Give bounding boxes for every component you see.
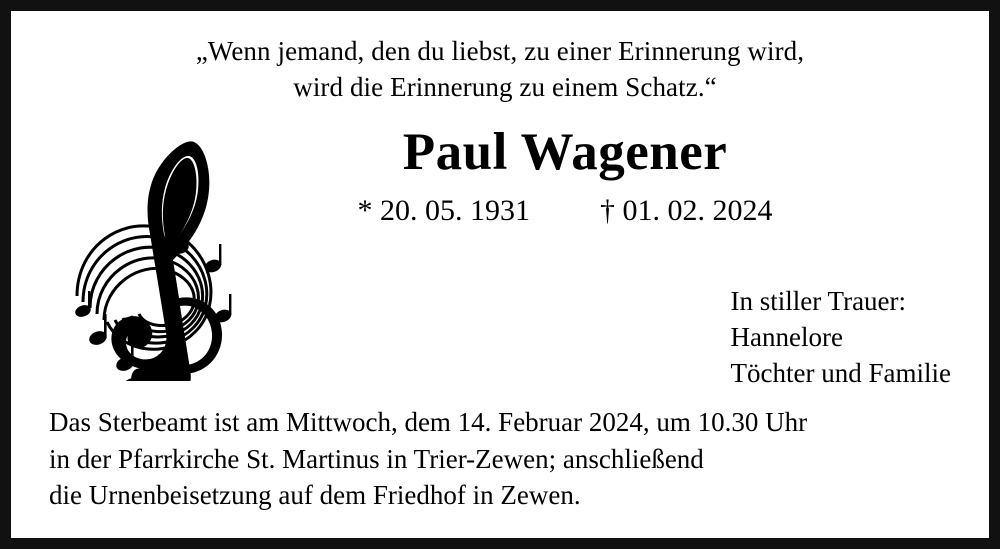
mourner-1: Hannelore: [730, 322, 843, 353]
birth-date: * 20. 05. 1931: [357, 193, 530, 227]
quote-block: [11, 11, 989, 106]
mourner-2: Töchter und Familie: [730, 358, 951, 389]
treble-clef-icon: [63, 106, 248, 381]
mourners-intro: In stiller Trauer:: [730, 286, 907, 316]
service-line-1: Das Sterbeamt ist am Mittwoch, dem 14. Februar 2024, um 10.30 Uhr: [49, 406, 808, 437]
quote-line-2: wird die Erinnerung zu einem Schatz.“: [293, 72, 717, 103]
death-date: 01. 02. 2024: [622, 193, 773, 227]
mourners-block: [731, 283, 951, 392]
service-line-2: in der Pfarrkirche St. Martinus in Trier-Zewen; anschließend: [49, 443, 704, 474]
quote-line-1: „Wenn jemand, den du liebst, zu einer Erinnerung wird,: [195, 36, 805, 66]
service-details: [11, 404, 989, 514]
obituary-inner: [11, 11, 989, 538]
deceased-name: Paul Wagener: [402, 122, 728, 181]
service-line-3: die Urnenbeisetzung auf dem Friedhof in Zewen.: [49, 480, 581, 511]
death-date-group: [600, 194, 773, 228]
cross-icon: †: [600, 193, 615, 227]
